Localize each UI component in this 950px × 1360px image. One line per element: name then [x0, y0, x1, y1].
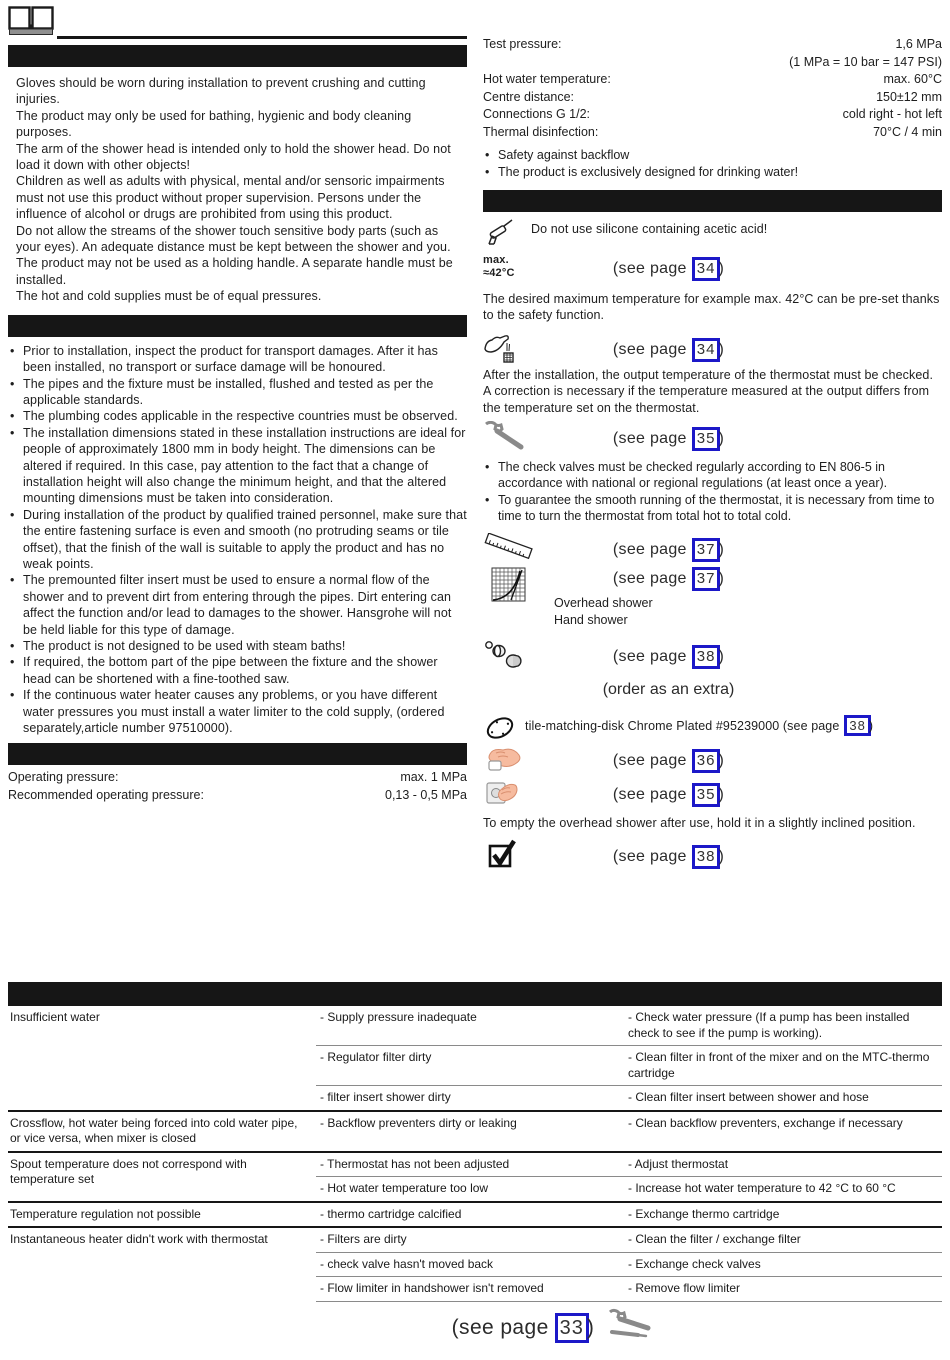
cleaning-hand-icon — [483, 745, 523, 780]
header-rule — [57, 36, 467, 39]
page-link-37[interactable]: 37 — [692, 538, 721, 562]
installation-bullet: • The plumbing codes applicable in the respective countries must be observed. — [8, 408, 467, 424]
spec-row — [483, 106, 942, 124]
cause-cell: - thermo cartridge calcified — [320, 1206, 462, 1221]
remedy-cell: - Clean backflow preventers, exchange if necessary — [628, 1115, 903, 1130]
safety-notes-header-bar — [8, 45, 467, 67]
spec-row — [483, 36, 942, 54]
order-extra-text: (order as an extra) — [602, 680, 735, 698]
page-link-34[interactable]: 34 — [692, 338, 721, 362]
spec-row — [483, 89, 942, 107]
symbol-description-header-bar — [483, 190, 942, 212]
remedy-cell: - Clean filter insert between shower and hose — [628, 1090, 869, 1104]
remedy-cell: - Check water pressure (If a pump has been installed check to see if the pump is working). — [628, 1010, 910, 1040]
spec-label: Recommended operating pressure: — [8, 787, 204, 802]
installation-bullet: • The installation dimensions stated in these installation instructions are ideal for people of approximately 1800 mm in body height. The dimensions can be altered if required. In this case, pay attention to the fact that a change of installation height will also change the minimum height, and that the altered mounting dimensions must be taken into consideration. — [8, 425, 467, 507]
spec-value: max. 1 MPa — [400, 770, 467, 785]
installation-bullet: • The product is not designed to be used with steam baths! — [8, 638, 467, 654]
maintenance-bullet: • The check valves must be checked regularly according to EN 806-5 in accordance with national or regional regulations (at least once a year). — [483, 459, 942, 492]
caption-hand-shower: Hand shower — [554, 612, 628, 627]
silicone-gun-icon — [483, 218, 515, 255]
installation-bullet: • The pipes and the fixture must be installed, flushed and tested as per the applicable standards. — [8, 376, 467, 409]
spec-label: Thermal disinfection: — [483, 124, 599, 139]
test-note — [483, 838, 942, 874]
installation-bullet: • During installation of the product by qualified trained personnel, make sure that the entire fastening surface is even and smooth (no protruding seams or tile offset), that the finish of the wall is suitable to apply the product and has no weak points. — [8, 507, 467, 573]
fault-cell: Crossflow, hot water being forced into cold water pipe, or vice versa, when mixer is closed — [10, 1115, 298, 1145]
safety-paragraph: Children as well as adults with physical, mental and/or sensoric impairments must not use this product without proper supervision. Persons under the influence of alcohol or drugs are prohibited from using this product. — [16, 174, 445, 222]
cause-remedy-row — [316, 1112, 942, 1136]
remedy-cell: - Remove flow limiter — [628, 1281, 741, 1295]
fault-group — [8, 1226, 942, 1302]
right-bullet: • The product is exclusively designed for drinking water! — [483, 164, 942, 181]
cause-cell: - check valve hasn't moved back — [320, 1256, 494, 1271]
fault-cell: Temperature regulation not possible — [10, 1206, 201, 1221]
fault-group — [8, 1110, 942, 1151]
spec-value: 70°C / 4 min — [873, 124, 942, 139]
service-tools-icon — [604, 1308, 654, 1347]
see-page-text: (see page 35 ) — [613, 786, 724, 803]
right-bullets — [483, 147, 942, 181]
installation-bullet: • If required, the bottom part of the pipe between the fixture and the shower head can be shortened with a fine-toothed saw. — [8, 654, 467, 687]
safety-paragraph: The hot and cold supplies must be of equal pressures. — [16, 289, 322, 304]
tile-disk-note — [483, 707, 942, 743]
cause-remedy-row — [316, 1228, 942, 1252]
see-page-text: (see page 38 ) — [613, 648, 724, 665]
wrench-icon — [483, 421, 525, 456]
spec-label: Hot water temperature: — [483, 72, 611, 86]
cause-cell: - filter insert shower dirty — [320, 1090, 451, 1104]
page-link-37[interactable]: 37 — [692, 567, 721, 591]
troubleshooting-table — [8, 982, 942, 1302]
tile-disk-line: tile-matching-disk Chrome Plated #95239000 (see page 38 ) — [525, 707, 942, 736]
installation-bullet: • The premounted filter insert must be used to ensure a normal flow of the shower and to prevent dirt from entering through the pipes. Dirt entering can affect the function and/or lead to damages to the shower. Hansgrohe will not be held liable for this type of damage. — [8, 572, 467, 638]
flow-chart-icon — [491, 567, 527, 608]
cause-remedy-row — [316, 1276, 942, 1301]
see-page-text: (see page 35 ) — [613, 430, 724, 447]
troubleshooting-header-bar — [8, 982, 942, 1006]
right-bullet: • Safety against backflow — [483, 147, 942, 164]
page-link-33[interactable]: 33 — [555, 1313, 589, 1343]
safety-paragraph: The product may not be used as a holding handle. A separate handle must be installed. — [16, 256, 453, 287]
page-link-38[interactable]: 38 — [692, 845, 721, 869]
remedy-cell: - Increase hot water temperature to 42 °C to 60 °C — [628, 1181, 896, 1195]
max-temp-line1: max. — [483, 253, 509, 266]
cause-remedy-row — [316, 1203, 942, 1227]
tile-disk-text: tile-matching-disk Chrome Plated #95239000 (see page — [525, 718, 840, 733]
installation-instructions-header-bar — [8, 315, 467, 337]
see-page-text: (see page 38 ) — [613, 848, 724, 865]
spec-value: (1 MPa = 10 bar = 147 PSI) — [789, 54, 942, 69]
cause-cell: - Flow limiter in handshower isn't removed — [320, 1281, 544, 1295]
open-book-icon — [8, 6, 54, 42]
cause-cell: - Thermostat has not been adjusted — [320, 1156, 510, 1171]
technical-data-header-bar — [8, 743, 467, 765]
page-link-36[interactable]: 36 — [692, 749, 721, 773]
maintenance-bullet: • To guarantee the smooth running of the thermostat, it is necessary from time to time to turn the thermostat from total hot to total cold. — [483, 492, 942, 525]
spec-value: 0,13 - 0,5 MPa — [385, 787, 467, 802]
spec-label: Operating pressure: — [8, 770, 119, 785]
page-link-38[interactable]: 38 — [844, 715, 870, 736]
fault-group — [8, 1006, 942, 1110]
footer-see-page — [78, 1308, 950, 1347]
operating-hand-icon — [483, 779, 519, 816]
cause-remedy-row — [316, 1006, 942, 1045]
spec-value: max. 60°C — [883, 72, 942, 86]
spec-row — [8, 787, 467, 805]
safety-paragraph: Do not allow the streams of the shower touch sensitive body parts (such as your eyes). An adequate distance must be kept between the shower and you. — [16, 223, 451, 255]
spec-row — [8, 769, 467, 787]
cause-remedy-row — [316, 1045, 942, 1085]
safety-paragraph: The arm of the shower head is intended only to hold the shower head. Do not load it down with other objects! — [16, 141, 451, 173]
temperature-check-icon — [483, 329, 519, 370]
cause-cell: - Supply pressure inadequate — [320, 1010, 477, 1024]
emptying-text: To empty the overhead shower after use, hold it in a slightly inclined position. — [483, 815, 916, 830]
safety-paragraph: Gloves should be worn during installation to prevent crushing and cutting injuries. — [16, 76, 426, 107]
see-page-text: (see page 33 ) — [452, 1313, 595, 1343]
silicone-note — [483, 218, 942, 250]
temp-check-info-text: After the installation, the output temperature of the thermostat must be checked. A correction is necessary if the temperature measured at the output differs from the temperature set on the thermostat. — [483, 367, 934, 415]
operation-note — [483, 779, 942, 811]
cleaning-note — [483, 745, 942, 777]
cause-cell: - Regulator filter dirty — [320, 1050, 432, 1064]
spare-parts-note — [483, 637, 942, 675]
safety-notes-text — [16, 75, 464, 305]
caption-overhead-shower: Overhead shower — [554, 595, 653, 610]
cause-remedy-row — [316, 1153, 942, 1177]
cause-cell: - Backflow preventers dirty or leaking — [320, 1115, 517, 1130]
fault-group — [8, 1151, 942, 1201]
checkbox-icon — [487, 838, 521, 875]
see-page-text: (see page 36 ) — [613, 752, 724, 769]
technical-data-specs — [8, 769, 467, 804]
safety-paragraph: The product may only be used for bathing, hygienic and body cleaning purposes. — [16, 108, 412, 140]
silicone-note-text: Do not use silicone containing acetic acid! — [531, 221, 768, 236]
spec-row — [483, 124, 942, 142]
flow-diagram-captions — [554, 591, 942, 629]
remedy-cell: - Exchange thermo cartridge — [628, 1206, 780, 1221]
max-temp-line2: ≈42°C — [483, 266, 515, 279]
remedy-cell: - Adjust thermostat — [628, 1156, 729, 1171]
page-link-34[interactable]: 34 — [692, 257, 721, 281]
maintenance-bullets — [483, 459, 942, 525]
fault-cell: Insufficient water — [10, 1010, 100, 1024]
page-link-35[interactable]: 35 — [692, 783, 721, 807]
max-temp-note — [483, 252, 942, 288]
cause-remedy-row — [316, 1176, 942, 1201]
maintenance-note — [483, 421, 942, 455]
cause-cell: - Hot water temperature too low — [320, 1181, 489, 1195]
spec-row — [483, 71, 942, 89]
spec-label: Test pressure: — [483, 37, 562, 51]
check-valves-icon — [483, 637, 527, 678]
cause-remedy-row — [316, 1252, 942, 1277]
right-column — [483, 36, 942, 874]
dimensions-note — [483, 533, 942, 567]
installation-bullet: • If the continuous water heater causes any problems, or you have different water pressures you must install a water limiter to the cold supply, (ordered separately,article number 97510000). — [8, 687, 467, 736]
max-temp-label — [483, 254, 515, 280]
spec-value: 1,6 MPa — [895, 37, 942, 51]
remedy-cell: - Clean the filter / exchange filter — [628, 1232, 801, 1246]
technical-data-specs-right — [483, 36, 942, 141]
temp-check-note — [483, 329, 942, 367]
flow-diagram-note — [483, 567, 942, 629]
preset-info-text: The desired maximum temperature for example max. 42°C can be pre-set thanks to the safety function. — [483, 291, 940, 323]
cause-remedy-row — [316, 1085, 942, 1110]
remedy-cell: - Clean filter in front of the mixer and on the MTC-thermo cartridge — [628, 1050, 930, 1080]
page-link-35[interactable]: 35 — [692, 427, 721, 451]
see-page-text: (see page 34 ) — [613, 260, 724, 277]
installation-instructions-list — [8, 343, 467, 737]
see-page-text: (see page 37 ) — [613, 570, 724, 587]
fault-cell: Spout temperature does not correspond with temperature set — [10, 1156, 247, 1186]
see-page-text: (see page 34 ) — [613, 341, 724, 358]
left-column — [8, 45, 467, 804]
fault-cell: Instantaneous heater didn't work with thermostat — [10, 1232, 268, 1246]
spec-value: 150±12 mm — [876, 89, 942, 104]
cause-cell: - Filters are dirty — [320, 1232, 407, 1246]
see-page-text: (see page 37 ) — [613, 541, 724, 558]
page-link-38[interactable]: 38 — [692, 645, 721, 669]
spec-label: Centre distance: — [483, 89, 575, 104]
spec-value: cold right - hot left — [842, 107, 942, 121]
spec-label: Connections G 1/2: — [483, 107, 591, 121]
spec-row — [483, 54, 942, 72]
remedy-cell: - Exchange check valves — [628, 1256, 761, 1271]
installation-bullet: • Prior to installation, inspect the product for transport damages. After it has been installed, no transport or surface damage will be honoured. — [8, 343, 467, 376]
fault-group — [8, 1201, 942, 1227]
